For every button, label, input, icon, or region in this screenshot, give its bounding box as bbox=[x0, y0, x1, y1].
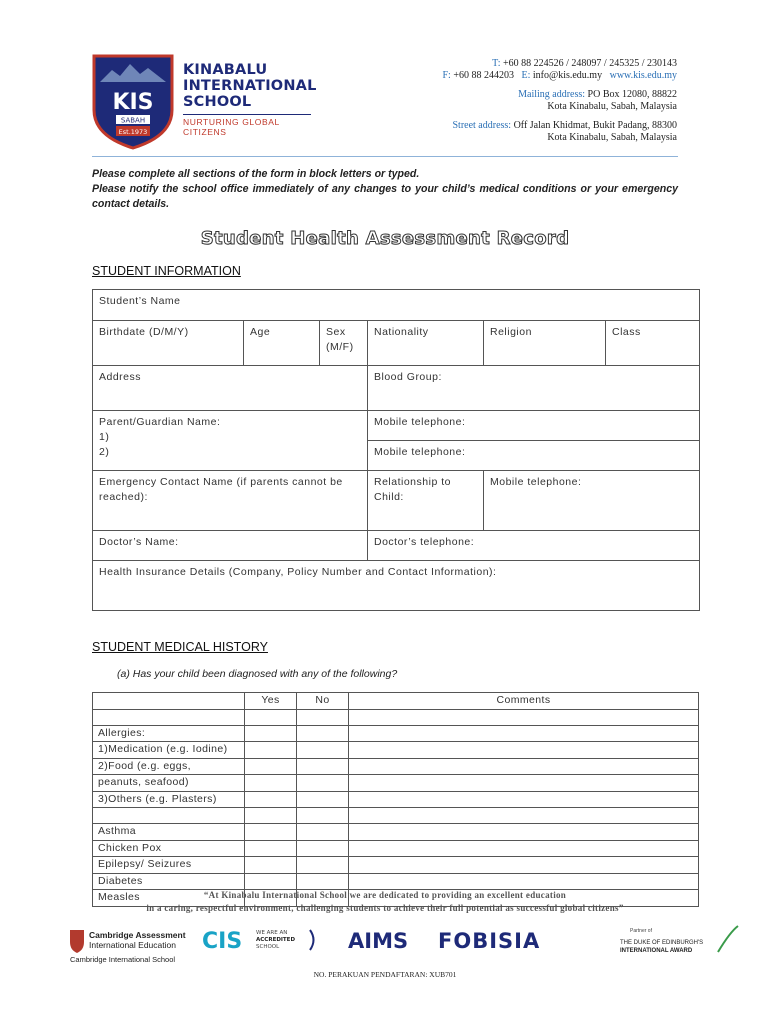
yes-cell[interactable] bbox=[245, 758, 297, 775]
cis-mark: CIS bbox=[202, 929, 243, 954]
table-row bbox=[93, 808, 699, 824]
cis-logo bbox=[202, 929, 314, 954]
comments-cell[interactable] bbox=[349, 758, 699, 775]
sex-field[interactable] bbox=[320, 321, 368, 366]
guardian-2: 2) bbox=[99, 446, 110, 458]
condition-cell bbox=[93, 808, 245, 824]
logo-state: SABAH bbox=[120, 116, 146, 125]
duke-of-edinburgh-logo bbox=[620, 926, 738, 954]
birthdate-label: Birthdate (D/M/Y) bbox=[99, 326, 189, 338]
student-info-heading: STUDENT INFORMATION bbox=[92, 264, 241, 278]
table-row bbox=[93, 840, 699, 857]
address-label: Address bbox=[99, 371, 142, 383]
religion-label: Religion bbox=[490, 326, 532, 338]
comments-cell[interactable] bbox=[349, 725, 699, 742]
cambridge-shield-icon bbox=[70, 930, 84, 953]
sex-hint: (M/F) bbox=[326, 341, 354, 353]
class-field[interactable] bbox=[606, 321, 700, 366]
blood-group-label: Blood Group: bbox=[374, 371, 442, 383]
medical-history-heading: STUDENT MEDICAL HISTORY bbox=[92, 640, 268, 654]
quote-line1: “At Kinabalu International School we are dedicated to providing an excellent education bbox=[203, 890, 567, 900]
comments-cell[interactable] bbox=[349, 857, 699, 874]
school-name-line3: SCHOOL bbox=[183, 94, 252, 110]
table-row bbox=[93, 742, 699, 759]
condition-cell: Measles bbox=[93, 890, 245, 907]
doctor-name-label: Doctor’s Name: bbox=[99, 536, 179, 548]
comments-header: Comments bbox=[349, 693, 699, 710]
registration-number: NO. PERAKUAN PENDAFTARAN: XUB701 bbox=[313, 970, 457, 979]
condition-cell: 1)Medication (e.g. Iodine) bbox=[93, 742, 245, 759]
cis-bracket-icon bbox=[310, 930, 314, 950]
school-quote bbox=[0, 889, 770, 915]
nationality-field[interactable] bbox=[368, 321, 484, 366]
mailing-line1: PO Box 12080, 88822 bbox=[587, 89, 677, 100]
comments-cell[interactable] bbox=[349, 873, 699, 890]
comments-cell[interactable] bbox=[349, 808, 699, 824]
no-cell[interactable] bbox=[297, 873, 349, 890]
condition-cell: 2)Food (e.g. eggs, bbox=[93, 758, 245, 775]
no-cell[interactable] bbox=[297, 742, 349, 759]
school-name-line2: INTERNATIONAL bbox=[183, 78, 317, 94]
instruction-line1: Please complete all sections of the form in block letters or typed. bbox=[92, 168, 420, 180]
table-row bbox=[93, 791, 699, 808]
fax-label: F: bbox=[442, 70, 451, 81]
class-label: Class bbox=[612, 326, 641, 338]
yes-cell[interactable] bbox=[245, 873, 297, 890]
fobisia-mark: FOBISIA bbox=[438, 929, 541, 953]
emergency-label: Emergency Contact Name (if parents cannot be reached): bbox=[99, 476, 343, 503]
school-logo-shield bbox=[90, 52, 176, 150]
sex-label: Sex bbox=[326, 326, 346, 338]
no-cell[interactable] bbox=[297, 824, 349, 841]
cis-sub1: WE ARE AN bbox=[256, 930, 288, 936]
table-row bbox=[93, 873, 699, 890]
mobile-label: Mobile telephone: bbox=[374, 446, 466, 458]
comments-cell[interactable] bbox=[349, 709, 699, 725]
guardian-mobile-1[interactable] bbox=[368, 411, 700, 441]
mailing-line2: Kota Kinabalu, Sabah, Malaysia bbox=[547, 101, 677, 112]
table-row bbox=[93, 775, 699, 792]
cambridge-line3: Cambridge International School bbox=[70, 955, 176, 964]
accreditation-logos bbox=[70, 922, 750, 966]
phone-numbers: +60 88 224526 / 248097 / 245325 / 230143 bbox=[503, 58, 677, 69]
condition-cell: peanuts, seafood) bbox=[93, 775, 245, 792]
header-divider bbox=[92, 156, 678, 157]
relationship-field[interactable] bbox=[368, 471, 484, 531]
instruction-line2: Please notify the school office immediately of any changes to your child’s medical conditions or your emergency contact details. bbox=[92, 183, 678, 210]
fax-number: +60 88 244203 bbox=[453, 70, 514, 81]
nationality-label: Nationality bbox=[374, 326, 429, 338]
no-cell[interactable] bbox=[297, 857, 349, 874]
mailing-label: Mailing address: bbox=[518, 89, 586, 100]
fobisia-logo bbox=[438, 929, 540, 953]
medical-question: (a) Has your child been diagnosed with any of the following? bbox=[117, 668, 398, 680]
no-cell[interactable] bbox=[297, 725, 349, 742]
comments-cell[interactable] bbox=[349, 775, 699, 792]
logo-est: Est.1973 bbox=[118, 128, 148, 136]
student-name-field[interactable] bbox=[93, 290, 700, 321]
yes-cell[interactable] bbox=[245, 824, 297, 841]
doe-line2: INTERNATIONAL AWARD bbox=[620, 948, 693, 954]
yes-cell[interactable] bbox=[245, 791, 297, 808]
guardian-1: 1) bbox=[99, 431, 110, 443]
yes-cell[interactable] bbox=[245, 742, 297, 759]
aims-logo bbox=[348, 929, 408, 953]
cambridge-logo bbox=[70, 930, 186, 964]
no-cell[interactable] bbox=[297, 758, 349, 775]
age-label: Age bbox=[250, 326, 271, 338]
age-field[interactable] bbox=[244, 321, 320, 366]
doe-sub: Partner of bbox=[630, 928, 652, 934]
birthdate-field[interactable] bbox=[93, 321, 244, 366]
table-row bbox=[93, 709, 699, 725]
yes-cell[interactable] bbox=[245, 775, 297, 792]
comments-cell[interactable] bbox=[349, 742, 699, 759]
doe-swoosh-icon bbox=[718, 926, 738, 952]
mobile-label: Mobile telephone: bbox=[490, 476, 582, 488]
student-info-table bbox=[92, 289, 700, 611]
guardian-label: Parent/Guardian Name: bbox=[99, 416, 221, 428]
medical-history-table bbox=[92, 692, 699, 907]
no-cell[interactable] bbox=[297, 840, 349, 857]
yes-cell[interactable] bbox=[245, 840, 297, 857]
school-tagline: NURTURING GLOBAL CITIZENS bbox=[183, 114, 311, 137]
comments-cell[interactable] bbox=[349, 840, 699, 857]
condition-cell: Asthma bbox=[93, 824, 245, 841]
yes-header: Yes bbox=[245, 693, 297, 710]
condition-cell: Diabetes bbox=[93, 873, 245, 890]
contact-block bbox=[443, 58, 678, 144]
yes-cell[interactable] bbox=[245, 725, 297, 742]
religion-field[interactable] bbox=[484, 321, 606, 366]
condition-cell: Chicken Pox bbox=[93, 840, 245, 857]
doctor-telephone-field[interactable] bbox=[368, 531, 700, 561]
no-cell[interactable] bbox=[297, 808, 349, 824]
table-row bbox=[93, 725, 699, 742]
school-name-line1: KINABALU bbox=[183, 62, 268, 78]
cis-sub3: SCHOOL bbox=[256, 944, 280, 950]
street-line2: Kota Kinabalu, Sabah, Malaysia bbox=[547, 132, 677, 143]
cambridge-line2: International Education bbox=[89, 940, 176, 950]
cis-sub2: ACCREDITED bbox=[256, 937, 296, 943]
condition-cell bbox=[93, 709, 245, 725]
emergency-mobile-field[interactable] bbox=[484, 471, 700, 531]
relationship-label: Relationship to Child: bbox=[374, 476, 451, 503]
insurance-field[interactable] bbox=[93, 561, 700, 611]
emergency-contact-field[interactable] bbox=[93, 471, 368, 531]
mobile-label: Mobile telephone: bbox=[374, 416, 466, 428]
doctor-telephone-label: Doctor’s telephone: bbox=[374, 536, 475, 548]
no-cell[interactable] bbox=[297, 791, 349, 808]
blood-group-field[interactable] bbox=[368, 366, 700, 411]
doe-line1: THE DUKE OF EDINBURGH'S bbox=[620, 940, 704, 946]
quote-line2: in a caring, respectful environment, challenging students to achieve their full potential as successful global citizens” bbox=[146, 903, 624, 913]
page-title: Student Health Assessment Record bbox=[200, 228, 570, 249]
table-row bbox=[93, 824, 699, 841]
street-line1: Off Jalan Khidmat, Bukit Padang, 88300 bbox=[513, 120, 677, 131]
yes-cell[interactable] bbox=[245, 808, 297, 824]
no-header: No bbox=[297, 693, 349, 710]
condition-header bbox=[93, 693, 245, 710]
no-cell[interactable] bbox=[297, 709, 349, 725]
comments-cell[interactable] bbox=[349, 791, 699, 808]
condition-cell: Epilepsy/ Seizures bbox=[93, 857, 245, 874]
yes-cell[interactable] bbox=[245, 709, 297, 725]
condition-cell: Allergies: bbox=[93, 725, 245, 742]
guardian-mobile-2[interactable] bbox=[368, 441, 700, 471]
email-link[interactable]: info@kis.edu.my bbox=[532, 70, 603, 81]
student-name-label: Student’s Name bbox=[99, 295, 181, 307]
yes-cell[interactable] bbox=[245, 857, 297, 874]
condition-cell: 3)Others (e.g. Plasters) bbox=[93, 791, 245, 808]
phone-label: T: bbox=[492, 58, 501, 69]
guardian-field[interactable] bbox=[93, 411, 368, 471]
comments-cell[interactable] bbox=[349, 824, 699, 841]
instructions bbox=[92, 167, 678, 212]
insurance-label: Health Insurance Details (Company, Policy Number and Contact Information): bbox=[99, 566, 497, 578]
cambridge-line1: Cambridge Assessment bbox=[89, 930, 186, 940]
doctor-name-field[interactable] bbox=[93, 531, 368, 561]
school-name-block bbox=[183, 62, 317, 137]
address-field[interactable] bbox=[93, 366, 368, 411]
email-label: E: bbox=[521, 70, 531, 81]
street-label: Street address: bbox=[452, 120, 512, 131]
table-row bbox=[93, 857, 699, 874]
website-link[interactable]: www.kis.edu.my bbox=[609, 70, 677, 81]
table-row bbox=[93, 758, 699, 775]
aims-mark: AIMS bbox=[348, 929, 409, 953]
logo-letters: KIS bbox=[112, 90, 154, 115]
no-cell[interactable] bbox=[297, 775, 349, 792]
